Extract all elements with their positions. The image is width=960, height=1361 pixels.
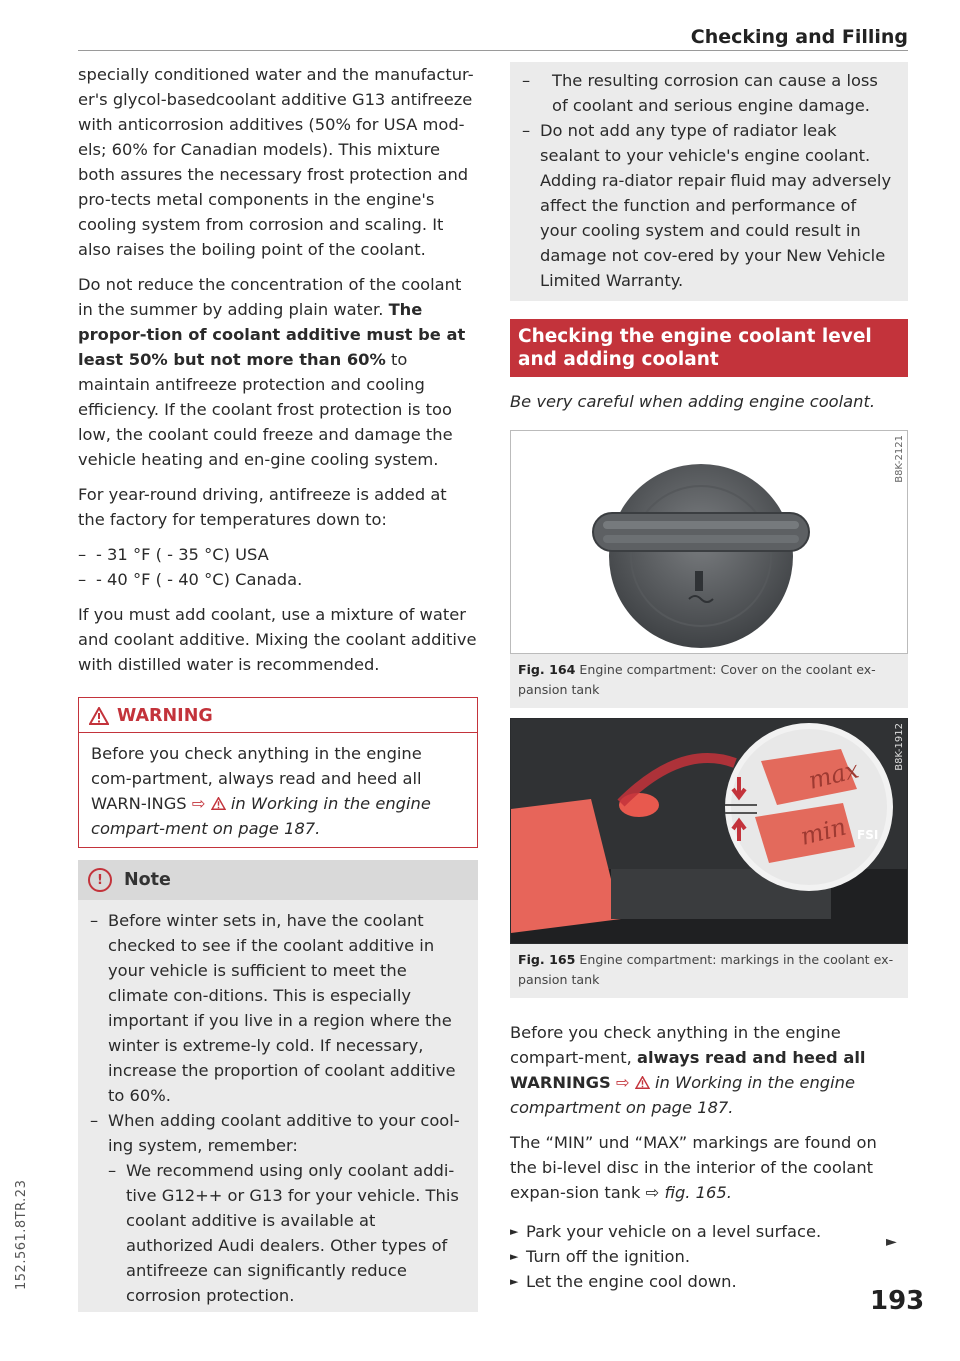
warning-triangle-icon xyxy=(211,797,226,810)
paragraph-6-text: The “MIN” und “MAX” markings are found on the bi-level disc in the interior of the coolant expan-sion tank xyxy=(510,1133,877,1202)
note-title-text: Note xyxy=(124,870,171,890)
engine-label: FSI xyxy=(857,828,879,842)
figure-caption-text: Engine compartment: Cover on the coolant ex-pansion tank xyxy=(518,662,876,697)
header-rule xyxy=(78,50,908,51)
max-marking: max xyxy=(805,755,862,795)
page-number: 193 xyxy=(870,1286,925,1316)
running-title: Checking and Filling xyxy=(690,26,908,48)
figure-caption-text: Engine compartment: markings in the coolant ex-pansion tank xyxy=(518,952,894,987)
continue-arrow-icon: ► xyxy=(886,1234,897,1250)
warning-triangle-icon xyxy=(635,1076,650,1089)
paragraph-5d: in Working in the engine compartment on page 187. xyxy=(510,1073,855,1117)
ref-arrow[interactable]: ⇨ xyxy=(615,1073,630,1092)
paragraph-6 xyxy=(510,1130,908,1205)
paragraph-2-bold: The propor-tion of coolant additive must be at least 50% but not more than 60% xyxy=(78,300,466,369)
note-continuation xyxy=(510,62,908,301)
figure-165 xyxy=(510,718,908,944)
section-lead: Be very careful when adding engine coolant. xyxy=(510,392,876,411)
right-column xyxy=(510,62,908,1294)
note-subitem-1: – We recommend using only coolant addi-tive G12++ or G13 for your vehicle. This coolant additive is available at authorized Audi dealers. Other types of antifreeze can significantly reduce corrosion protection. xyxy=(90,1158,466,1308)
note-cont-1: – The resulting corrosion can cause a loss of coolant and serious engine damage. xyxy=(522,68,896,118)
side-code: 152.561.8TR.23 xyxy=(14,1179,29,1290)
paragraph-2c: to maintain antifreeze protection and cooling efficiency. If the coolant frost protection is too low, the coolant could freeze and damage the vehicle heating and en-gine cooling system. xyxy=(78,350,453,469)
warning-triangle-icon xyxy=(89,707,109,725)
step-1: ► Park your vehicle on a level surface. xyxy=(510,1219,908,1244)
note-item-2: – When adding coolant additive to your cool-ing system, remember: xyxy=(90,1108,466,1158)
figure-code: B8K-1912 xyxy=(894,723,905,771)
section-title: Checking the engine coolant level and adding coolant xyxy=(510,319,908,377)
step-3: ► Let the engine cool down. xyxy=(510,1269,908,1294)
note-title xyxy=(78,860,478,900)
figure-code: B8K-2121 xyxy=(894,435,905,483)
figure-165-caption xyxy=(510,944,908,998)
step-2: ► Turn off the ignition. xyxy=(510,1244,908,1269)
min-marking: min xyxy=(797,812,849,851)
figure-164-caption xyxy=(510,654,908,708)
paragraph-3: For year-round driving, antifreeze is added at the factory for temperatures down to: xyxy=(78,485,447,529)
note-cont-2: – Do not add any type of radiator leak sealant to your vehicle's engine coolant. Adding ra-diator repair fluid may adversely affect the function and performance of your cooling system and could result in damage not cov-ered by your New Vehicle Limited Warranty. xyxy=(522,118,896,293)
coolant-cap-illustration xyxy=(511,431,907,653)
figure-label: Fig. 164 xyxy=(518,662,576,677)
figure-164 xyxy=(510,430,908,654)
figure-label: Fig. 165 xyxy=(518,952,576,967)
paragraph-2 xyxy=(78,272,478,472)
warning-text-b: in Working in the engine compart-ment on page 187. xyxy=(91,794,431,838)
note-body xyxy=(78,900,478,1308)
note-box xyxy=(78,860,478,1312)
paragraph-4: If you must add coolant, use a mixture of water and coolant additive. Mixing the coolant additive with distilled water is recommended. xyxy=(78,605,477,674)
info-icon: ! xyxy=(88,868,112,892)
paragraph-5 xyxy=(510,1020,908,1120)
temp-canada: – - 40 °F ( - 40 °C) Canada. xyxy=(78,567,478,592)
paragraph-2a: Do not reduce the concentration of the coolant in the summer by adding plain water. xyxy=(78,275,462,319)
warning-text-a: Before you check anything in the engine com-partment, always read and heed all WARN-INGS xyxy=(91,744,422,813)
left-column xyxy=(78,62,478,1312)
warning-title-text: WARNING xyxy=(117,706,213,726)
expansion-tank-illustration xyxy=(511,719,907,943)
warning-title xyxy=(79,698,477,733)
paragraph-1: specially conditioned water and the manufactur-er's glycol-basedcoolant additive G13 antifreeze with anticorrosion additives (50% for USA mod-els; 60% for Canadian models). This mixture both assures the necessary frost protection and pro-tects metal components in the engine's cooling system from corrosion and scaling. It also raises the boiling point of the coolant. xyxy=(78,65,474,259)
paragraph-5a: Before you check anything in the engine compart-ment, xyxy=(510,1023,841,1067)
warning-body xyxy=(79,733,477,847)
paragraph-5-bold: always read and heed all WARNINGS xyxy=(510,1048,866,1092)
figure-reference-link[interactable]: ⇨ fig. 165. xyxy=(645,1183,732,1202)
temp-usa: – - 31 °F ( - 35 °C) USA xyxy=(78,542,478,567)
warning-box xyxy=(78,697,478,848)
note-item-1: – Before winter sets in, have the coolant checked to see if the coolant additive in your vehicle is sufficient to meet the climate con-ditions. This is especially important if you live in a region where the winter is extreme-ly cold. If necessary, increase the proportion of coolant additive to 60%. xyxy=(90,908,466,1108)
ref-arrow[interactable]: ⇨ xyxy=(191,794,206,813)
